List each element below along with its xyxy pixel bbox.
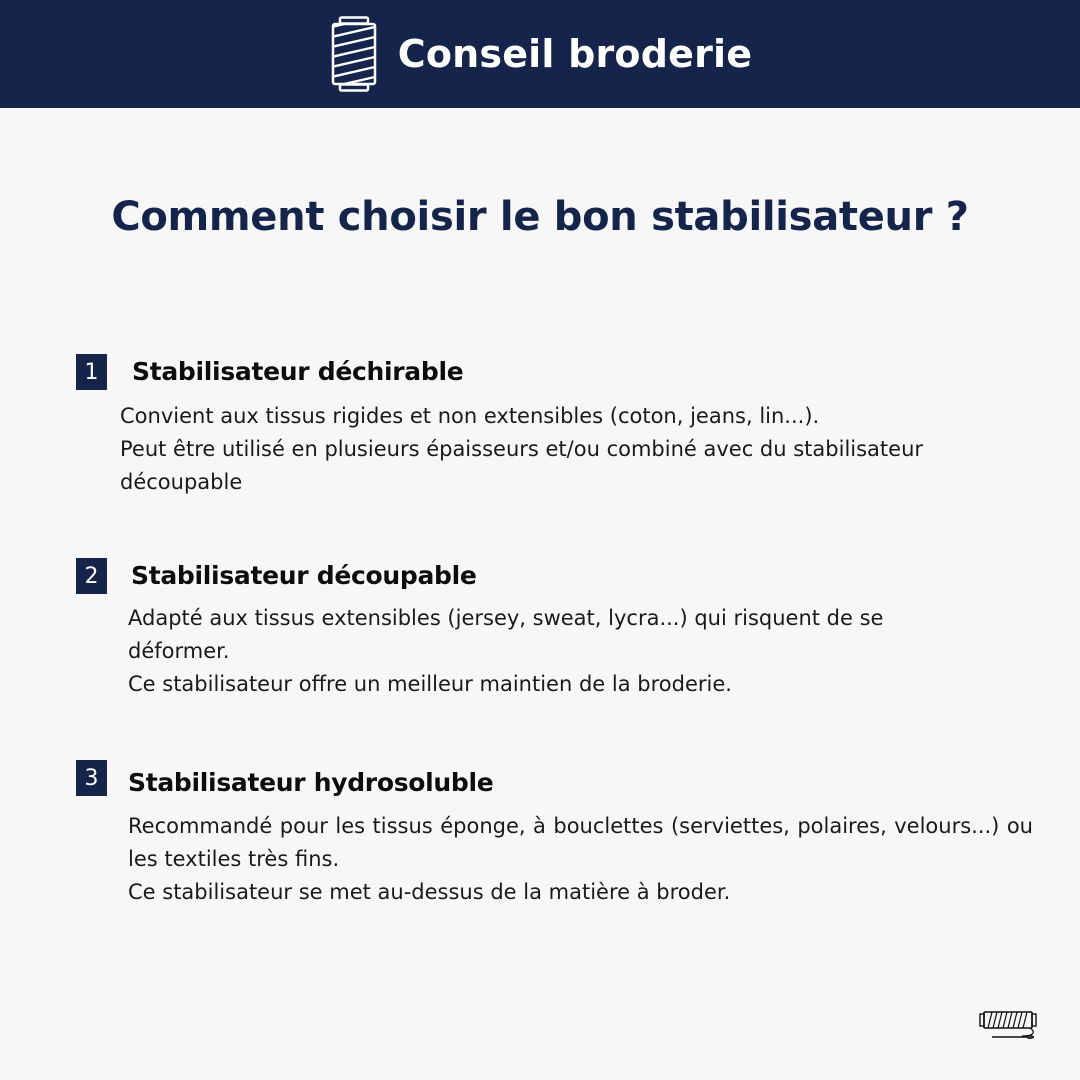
item-description bbox=[128, 602, 988, 701]
item-line: Recommandé pour les tissus éponge, à bouclettes (serviettes, polaires, velours...) ou les textiles très fins. bbox=[128, 814, 1033, 871]
thread-spool-icon bbox=[328, 16, 380, 92]
item-title: Stabilisateur hydrosoluble bbox=[128, 768, 494, 797]
item-line: Ce stabilisateur offre un meilleur maintien de la broderie. bbox=[128, 672, 732, 696]
item-title: Stabilisateur découpable bbox=[131, 561, 477, 590]
item-line: Peut être utilisé en plusieurs épaisseurs et/ou combiné avec du stabilisateur découpable bbox=[120, 437, 924, 494]
item-line: Ce stabilisateur se met au-dessus de la matière à broder. bbox=[128, 880, 731, 904]
item-line: Convient aux tissus rigides et non extensibles (coton, jeans, lin...). bbox=[120, 404, 820, 428]
item-number-badge: 2 bbox=[76, 558, 107, 594]
page-title: Comment choisir le bon stabilisateur ? bbox=[111, 194, 969, 240]
header-bar bbox=[0, 0, 1080, 108]
brand-name: Conseil broderie bbox=[397, 32, 753, 76]
spool-and-needle-icon bbox=[978, 1008, 1038, 1042]
item-number-badge: 3 bbox=[76, 760, 107, 796]
item-number-badge: 1 bbox=[76, 354, 107, 390]
item-description bbox=[128, 810, 1033, 909]
item-description bbox=[120, 400, 1050, 499]
item-title: Stabilisateur déchirable bbox=[132, 357, 464, 386]
item-line: Adapté aux tissus extensibles (jersey, sweat, lycra...) qui risquent de se déformer. bbox=[128, 606, 884, 663]
header-brand bbox=[328, 16, 752, 92]
